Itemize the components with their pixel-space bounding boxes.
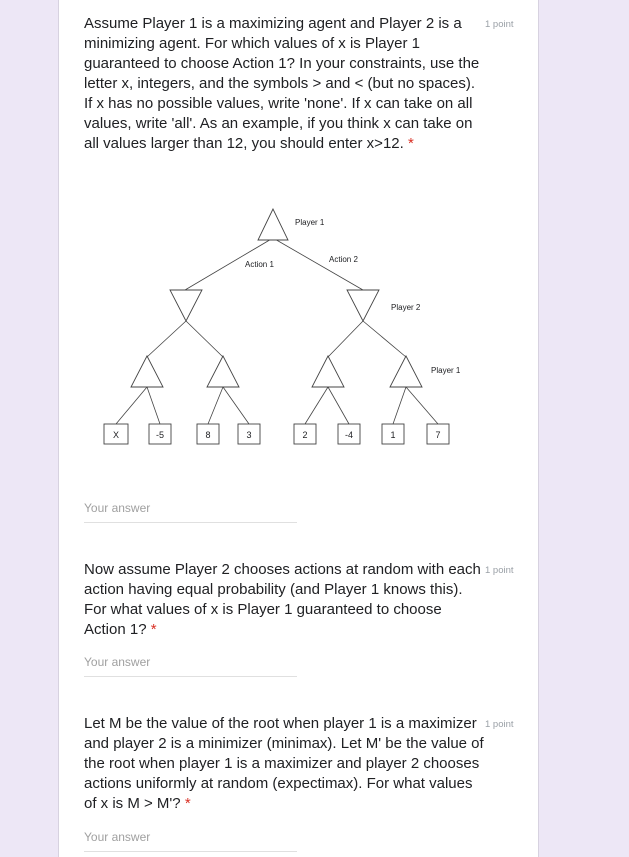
- leaf-value-5: 2: [302, 430, 308, 440]
- leaf-value-1: X: [112, 430, 120, 440]
- question-1-text: [84, 14, 484, 154]
- leaf-value-8: 7: [435, 430, 441, 440]
- question-2-body: Now assume Player 2 chooses actions at random with each action having equal probability (and Player 1 knows this). For what values of x is Player 1 guaranteed to choose Action 1?: [84, 561, 481, 638]
- required-asterisk: *: [407, 135, 414, 152]
- question-2-answer-input[interactable]: [84, 648, 297, 676]
- question-2-points: 1 point: [485, 565, 514, 576]
- action-2-label: Action 2: [329, 255, 358, 264]
- leaf-value-4: 3: [246, 430, 252, 440]
- max-node-2: [207, 356, 239, 387]
- leaf-value-7: 1: [390, 430, 396, 440]
- question-3-points: 1 point: [485, 719, 514, 730]
- leaf-value-2: -5: [155, 430, 165, 440]
- question-1-body: Assume Player 1 is a maximizing agent and Player 2 is a minimizing agent. For which values of x is Player 1 guaranteed to choose Action 1? In your constraints, use the letter x, integers, and the symbols > and < (but no spaces). If x has no possible values, write 'none'. If x can take on all values, write 'all'. As an example, if you think x can take on all values larger than 12, you should enter x>12.: [84, 15, 480, 152]
- question-3-answer-input[interactable]: [84, 823, 297, 851]
- question-3-body: Let M be the value of the root when player 1 is a maximizer and player 2 is a minimizer (minimax). Let M' be the value of the root when player 1 is a maximizer and player 2 chooses actions uniformly at random (expectimax). For what values of x is M > M'?: [84, 715, 484, 812]
- root-label: Player 1: [295, 218, 325, 227]
- tree-edges: [116, 238, 438, 424]
- min-node-left: [170, 290, 202, 321]
- question-1-points: 1 point: [485, 19, 514, 30]
- max-node-1: [131, 356, 163, 387]
- required-asterisk: *: [150, 621, 157, 638]
- question-1-answer-input[interactable]: [84, 494, 297, 522]
- question-3-answer-field[interactable]: [84, 823, 297, 852]
- required-asterisk: *: [184, 795, 191, 812]
- action-1-label: Action 1: [245, 260, 274, 269]
- max-node-4: [390, 356, 422, 387]
- leaf-value-3: 8: [205, 430, 211, 440]
- question-3-text: [84, 714, 484, 814]
- question-1-answer-field[interactable]: [84, 494, 297, 523]
- max-node-3: [312, 356, 344, 387]
- question-2-answer-field[interactable]: [84, 648, 297, 677]
- max-player-label: Player 1: [431, 366, 461, 375]
- game-tree-diagram: [99, 205, 499, 455]
- min-node-right: [347, 290, 379, 321]
- root-max-node: [258, 209, 288, 240]
- form-card: [58, 0, 539, 857]
- leaf-value-6: -4: [344, 430, 354, 440]
- min-player-label: Player 2: [391, 303, 421, 312]
- question-2-text: [84, 560, 484, 640]
